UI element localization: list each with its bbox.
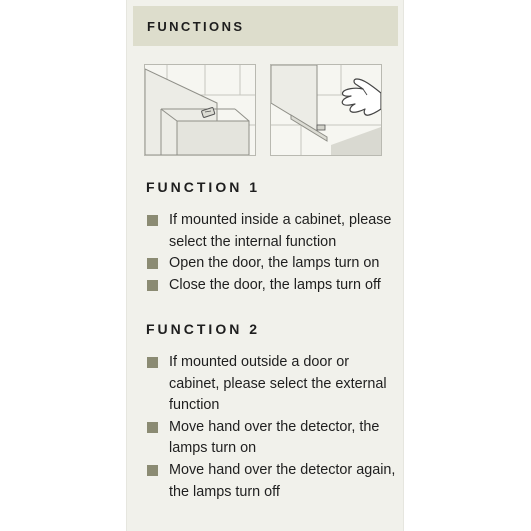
functions-card	[126, 0, 404, 531]
list-item	[146, 417, 400, 460]
bullet-square-icon	[147, 357, 158, 368]
list-item-text: Move hand over the detector again, the lamps turn off	[169, 461, 396, 500]
list-item	[146, 275, 400, 297]
list-item	[146, 210, 400, 253]
bullet-square-icon	[147, 280, 158, 291]
list-item-text: If mounted outside a door or cabinet, please select the external function	[169, 354, 387, 414]
function-2-heading: FUNCTION 2	[146, 321, 260, 337]
bullet-square-icon	[147, 258, 158, 269]
list-item-text: Open the door, the lamps turn on	[169, 255, 380, 272]
bullet-square-icon	[147, 215, 158, 226]
illustration-hand	[270, 64, 382, 156]
list-item-text: Move hand over the detector, the lamps turn on	[169, 418, 380, 457]
function-2-list	[146, 352, 400, 503]
bullet-square-icon	[147, 465, 158, 476]
list-item	[146, 352, 400, 417]
hand-wave-icon	[271, 65, 381, 155]
bullet-square-icon	[147, 422, 158, 433]
function-1-heading: FUNCTION 1	[146, 179, 260, 195]
page-title: FUNCTIONS	[147, 19, 245, 34]
list-item-text: Close the door, the lamps turn off	[169, 276, 381, 293]
list-item-text: If mounted inside a cabinet, please select the internal function	[169, 212, 392, 250]
list-item	[146, 253, 400, 275]
header-band	[133, 6, 398, 46]
function-1-list	[146, 210, 400, 296]
list-item	[146, 460, 400, 503]
illustration-cabinet	[144, 64, 256, 156]
cabinet-inside-icon	[145, 65, 255, 155]
